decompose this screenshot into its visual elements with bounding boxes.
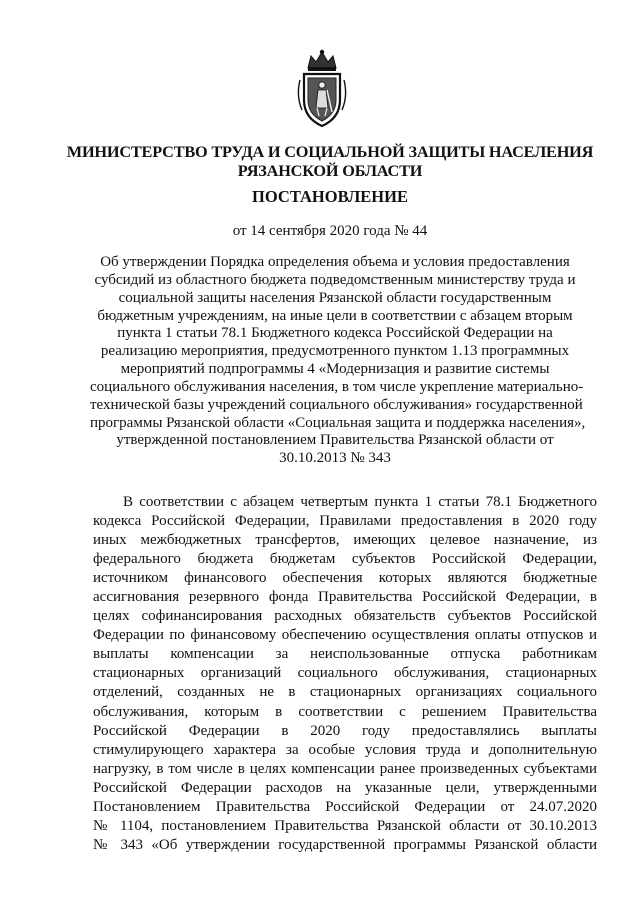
subject-line: утвержденной постановлением Правительства Рязанской области от	[116, 432, 554, 449]
ministry-title-line: МИНИСТЕРСТВО ТРУДА И СОЦИАЛЬНОЙ ЗАЩИТЫ НАСЕЛЕНИЯ	[66, 142, 594, 161]
subject-line: пункта 1 статьи 78.1 Бюджетного кодекса Российской Федерации на	[117, 325, 553, 342]
body-line: Российской Федерации в 2020 году предоставлялись выплаты	[93, 722, 597, 739]
body-line: ассигнования резервного фонда Правительства Российской Федерации, в	[93, 589, 597, 606]
subject-line: реализацию мероприятия, предусмотренного пунктом 1.13 программных	[100, 343, 570, 360]
subject-line: 30.10.2013 № 343	[279, 450, 391, 467]
document-type: ПОСТАНОВЛЕНИЕ	[252, 187, 408, 206]
body-paragraph	[93, 493, 597, 855]
coat-of-arms-icon	[294, 48, 350, 130]
body-line: нагрузку, в том числе в целях компенсации ранее произведенных субъектами	[93, 760, 597, 777]
subject-line: мероприятий подпрограммы 4 «Модернизация и развитие системы	[120, 361, 550, 378]
body-line: источником финансового обеспечения которых являются бюджетные	[93, 570, 597, 587]
body-line: федерального бюджета бюджетам субъектов Российской Федерации,	[93, 551, 597, 568]
body-line: иных межбюджетных трансфертов, имеющих целевое назначение, из	[93, 532, 597, 549]
subject-line: технической базы учреждений социального обслуживания» государственной	[90, 396, 583, 413]
body-line: Федерации по финансовому обеспечению осуществления оплаты отпусков и	[93, 627, 597, 644]
body-line: кодекса Российской Федерации, Правилами предоставления в 2020 году	[93, 513, 597, 530]
ministry-title-line: РЯЗАНСКОЙ ОБЛАСТИ	[237, 161, 423, 180]
subject-line: социальной защиты населения Рязанской области государственным	[118, 289, 552, 306]
body-line: стимулирующего характера за особые условия труда и дополнительную	[93, 741, 597, 758]
subject-line: субсидий из областного бюджета подведомственным министерству труда и	[94, 271, 576, 288]
ministry-title	[60, 142, 600, 180]
body-line: Российской Федерации расходов на указанные цели, утвержденными	[93, 779, 597, 796]
subject-line: программы Рязанской области «Социальная защита и поддержка населения»,	[90, 414, 586, 431]
body-line: обслуживания, которым в соответствии с решением Правительства	[93, 703, 597, 720]
body-line: отделений, созданных не в стационарных организациях социального	[93, 684, 597, 701]
body-line: Постановлением Правительства Российской Федерации от 24.07.2020	[93, 798, 597, 815]
document-subject	[90, 254, 586, 468]
subject-line: бюджетным учреждениям, на иные цели в соответствии с абзацем вторым	[97, 307, 573, 324]
body-line: целях софинансирования расходных обязательств субъектов Российской	[93, 608, 597, 625]
body-line: стационарных организаций социального обслуживания, стационарных	[93, 665, 597, 682]
document-date-number: от 14 сентября 2020 года № 44	[232, 223, 428, 239]
body-line: выплаты компенсации за неиспользованные отпуска работникам	[93, 646, 597, 663]
subject-line: Об утверждении Порядка определения объема и условия предоставления	[100, 254, 570, 270]
body-line: В соответствии с абзацем четвертым пункта 1 статьи 78.1 Бюджетного	[123, 494, 597, 510]
subject-line: социального обслуживания населения, в том числе укрепление материально-	[90, 378, 584, 395]
body-line: № 343 «Об утверждении государственной программы Рязанской области	[93, 836, 597, 853]
body-line: № 1104, постановлением Правительства Рязанской области от 30.10.2013	[93, 817, 597, 834]
